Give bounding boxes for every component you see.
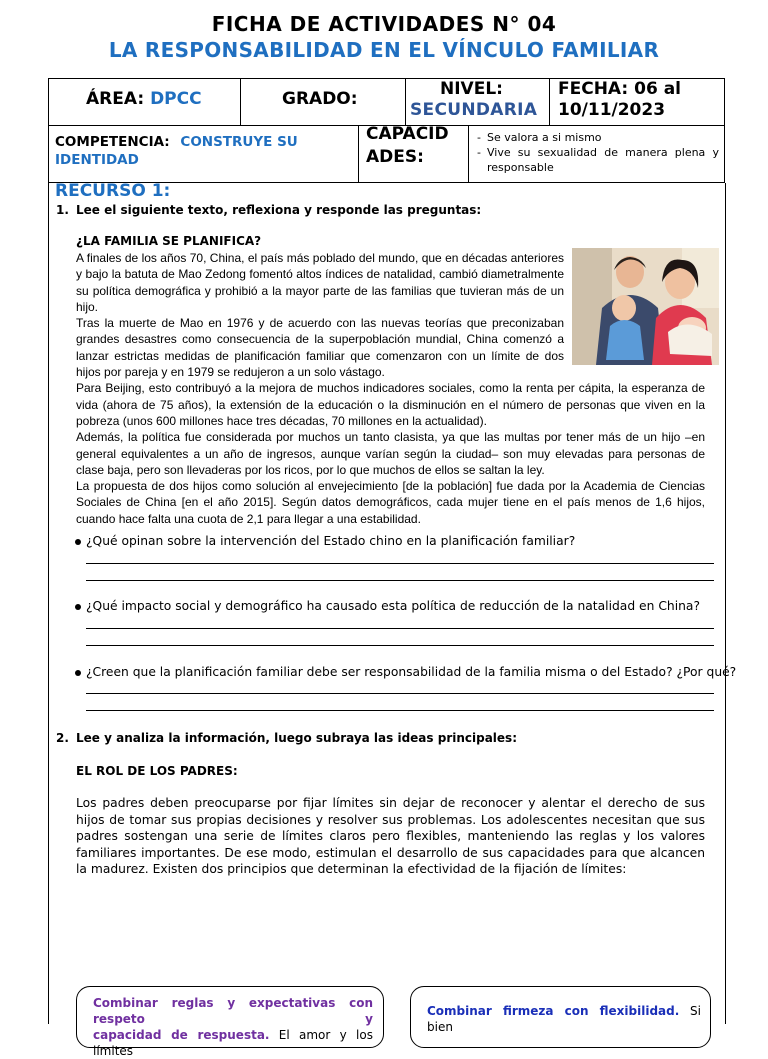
reading-paragraph: La propuesta de dos hijos como solución al envejecimiento [de la población] fue dada por la Academia de Ciencias Sociales de China [en el año 2015]. Según datos demográficos, cada mujer tiene en el país menos de 1,6 hijos, cuando hace falta una cuota de 2,1 para llegar a una estabilidad.: [76, 479, 705, 526]
capacidad-item: - Se valora a si mismo: [477, 131, 602, 144]
family-photo: [572, 248, 719, 365]
competencia-value-2: IDENTIDAD: [55, 152, 139, 168]
area-cell: [86, 89, 202, 109]
competencia-label: COMPETENCIA:: [55, 134, 170, 150]
instruction-1-num: 1.: [56, 203, 69, 217]
question-1: ¿Qué opinan sobre la intervención del Estado chino en la planificación familiar?: [75, 534, 575, 548]
reading-paragraph: Además, la política fue considerada por muchos un tanto clasista, ya que las multas por tener más de un hijo –en general equivalentes a un año de ingresos, aunque varían según la ciudad– son muy elevadas para personas de clase baja, pero son llevaderas por los ricos, por lo que muchos de ellos se saltan la ley.: [76, 430, 705, 477]
competencia-value-1: CONSTRUYE SU: [180, 134, 298, 150]
question-2: ¿Qué impacto social y demográfico ha causado esta política de reducción de la natalidad en China?: [75, 599, 700, 613]
principle-left-title-2: capacidad de respuesta.: [93, 1028, 270, 1042]
answer-line[interactable]: [86, 645, 714, 646]
reading-paragraph: A finales de los años 70, China, el país más poblado del mundo, que en décadas anteriores y bajo la batuta de Mao Zedong fomentó altos índices de natalidad, cambió diametralmente su política demográfica y prohibió a la mayor parte de las familias que tuvieran más de un hijo.: [76, 251, 564, 314]
recurso-title: RECURSO 1:: [55, 181, 171, 201]
instruction-2: Lee y analiza la información, luego subraya las ideas principales:: [76, 731, 517, 745]
nivel-label: NIVEL:: [440, 79, 503, 99]
section-2-title: EL ROL DE LOS PADRES:: [76, 764, 238, 778]
competencia-cell: [55, 133, 355, 169]
reading-text: [76, 250, 705, 527]
area-value: DPCC: [150, 89, 202, 109]
principle-left-text: El amor y los límites: [93, 1028, 373, 1058]
fecha-line-2: 10/11/2023: [558, 100, 666, 120]
principle-right-title: Combinar firmeza con flexibilidad.: [427, 1004, 680, 1018]
section-2-paragraph: Los padres deben preocuparse por fijar límites sin dejar de reconocer y alentar el derecho de sus hijos de tomar sus propias decisiones y resolver sus problemas. Los adolescentes necesitan que sus padres sostengan una serie de límites claros pero flexibles, manteniendo las reglas y los valores familiares importantes. De ese modo, estimulan el desarrollo de sus capacidades para que alcancen la madurez. Existen dos principios que determinan la efectividad de la fijación de límites:: [76, 796, 705, 876]
answer-line[interactable]: [86, 710, 714, 711]
answer-line[interactable]: [86, 580, 714, 581]
bullet-icon: [75, 604, 81, 610]
capacidad-item: - Vive su sexualidad de manera plena y responsable: [477, 146, 719, 174]
page-title: FICHA DE ACTIVIDADES N° 04: [211, 12, 557, 36]
instruction-2-num: 2.: [56, 731, 69, 745]
answer-line[interactable]: [86, 628, 714, 629]
grado-label: GRADO:: [282, 89, 358, 109]
bullet-icon: [75, 670, 81, 676]
reading-paragraph: Para Beijing, esto contribuyó a la mejora de muchos indicadores sociales, como la renta per cápita, la esperanza de vida (ahora de 75 años), la extensión de la educación o la disminución en el número de personas que viven en la pobreza (unos 600 millones hace tres décadas, 70 millones en la actualidad).: [76, 381, 705, 428]
principle-right-text: Si bien: [427, 1004, 701, 1034]
nivel-value: SECUNDARIA: [410, 100, 538, 120]
capacidades-label-1: CAPACID: [366, 124, 449, 144]
area-label: ÁREA:: [86, 89, 145, 109]
page-subtitle: LA RESPONSABILIDAD EN EL VÍNCULO FAMILIAR: [108, 38, 660, 62]
answer-line[interactable]: [86, 563, 714, 564]
principle-box-right: [410, 986, 711, 1048]
reading-paragraph: Tras la muerte de Mao en 1976 y de acuerdo con las nuevas teorías que preconizaban grandes desastres como consecuencia de la superpoblación mundial, China comenzó a lanzar estrictas medidas de planificación familiar que comenzaron con un límite de dos hijos por pareja y en 1979 se redujeron a un solo vástago.: [76, 316, 564, 380]
answer-line[interactable]: [86, 693, 714, 694]
principle-box-left: [76, 986, 384, 1058]
instruction-1: Lee el siguiente texto, reflexiona y responde las preguntas:: [76, 203, 482, 217]
fecha-line-1: FECHA: 06 al: [558, 79, 681, 99]
capacidades-label-2: ADES:: [366, 147, 424, 167]
question-3: ¿Creen que la planificación familiar debe ser responsabilidad de la familia misma o del Estado? ¿Por qué?: [75, 665, 736, 679]
capacidades-list: [477, 130, 719, 175]
family-photo-illustration: [572, 248, 719, 365]
reading-title: ¿LA FAMILIA SE PLANIFICA?: [76, 234, 262, 248]
principle-left-title-1: Combinar reglas y expectativas con respeto y: [93, 996, 373, 1026]
bullet-icon: [75, 539, 81, 545]
